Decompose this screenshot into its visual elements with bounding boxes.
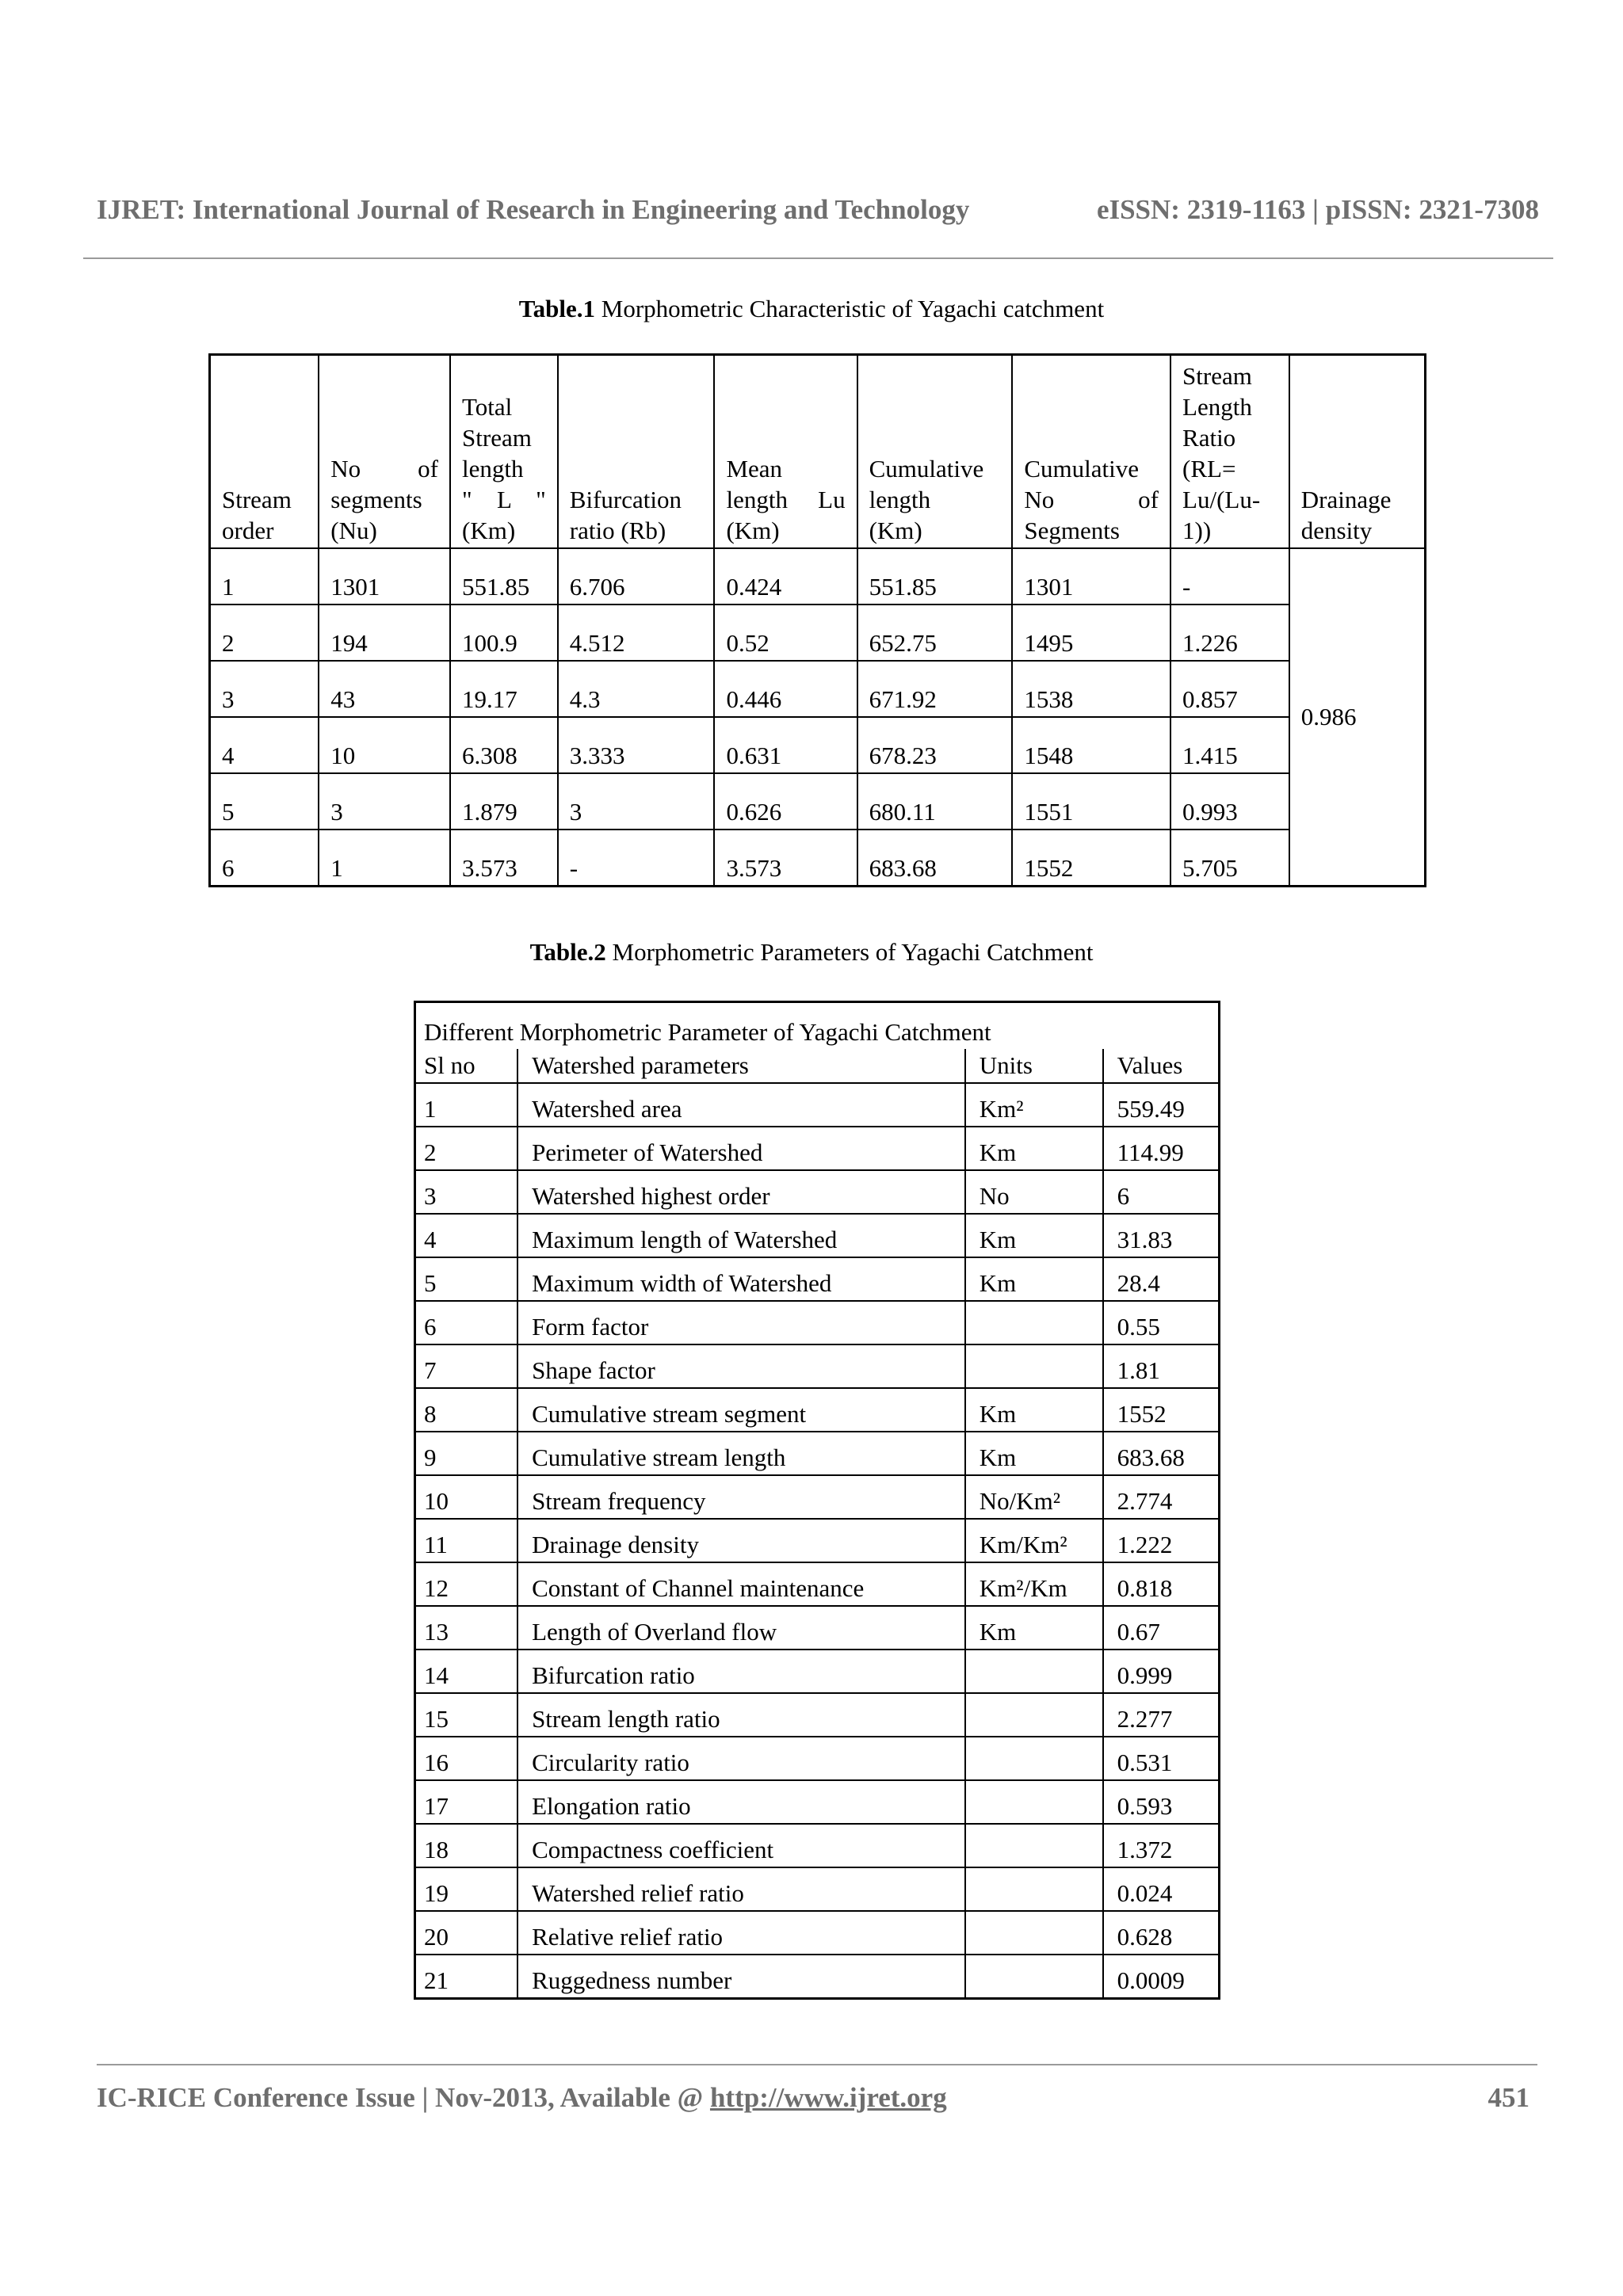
table-cell: Km: [965, 1388, 1103, 1432]
footer-text: IC-RICE Conference Issue | Nov-2013, Available @: [97, 2082, 710, 2113]
header-line: density: [1300, 517, 1373, 544]
table-cell: Km: [965, 1432, 1103, 1475]
table-cell: 0.818: [1103, 1562, 1220, 1606]
header-line: (Km): [462, 517, 516, 544]
header-line: (Km): [726, 517, 780, 544]
header-line: Lu/(Lu-: [1182, 486, 1261, 513]
column-header: [210, 355, 319, 549]
table-cell: 0.631: [714, 717, 857, 773]
table-cell: 0.857: [1170, 661, 1289, 717]
table-cell: 4.512: [558, 605, 715, 661]
column-header: [857, 355, 1013, 549]
table-row: [210, 661, 1426, 717]
table-cell: No/Km²: [965, 1475, 1103, 1519]
header-line: Total: [462, 393, 513, 421]
table-row: [415, 1475, 1220, 1519]
column-header: Watershed parameters: [517, 1049, 965, 1083]
table-row: [415, 1257, 1220, 1301]
table-cell: 1548: [1012, 717, 1170, 773]
table-cell: 683.68: [857, 830, 1013, 887]
table-row: [210, 830, 1426, 887]
table-cell: 11: [415, 1519, 518, 1562]
table-cell: 0.446: [714, 661, 857, 717]
table-cell: 3: [319, 773, 450, 830]
table-cell: 6: [210, 830, 319, 887]
table-cell: 28.4: [1103, 1257, 1220, 1301]
header-line: length: [462, 455, 524, 482]
table-cell: 9: [415, 1432, 518, 1475]
table-cell: 652.75: [857, 605, 1013, 661]
table-cell: [965, 1737, 1103, 1780]
table-cell: 0.55: [1103, 1301, 1220, 1344]
table-cell: 31.83: [1103, 1214, 1220, 1257]
table-cell: Cumulative stream length: [517, 1432, 965, 1475]
table-cell: Compactness coefficient: [517, 1824, 965, 1867]
table-row: [415, 1562, 1220, 1606]
table-cell: Circularity ratio: [517, 1737, 965, 1780]
table-cell: Bifurcation ratio: [517, 1650, 965, 1693]
drainage-density-value: 0.986: [1289, 548, 1426, 887]
table-cell: No: [965, 1170, 1103, 1214]
table-row: [415, 1301, 1220, 1344]
header-line: (Km): [869, 517, 922, 544]
table-cell: [965, 1911, 1103, 1955]
table-cell: 678.23: [857, 717, 1013, 773]
header-line: length Lu: [726, 486, 846, 513]
table-cell: 19.17: [450, 661, 558, 717]
table-cell: Stream length ratio: [517, 1693, 965, 1737]
table-cell: 1.372: [1103, 1824, 1220, 1867]
table-cell: 19: [415, 1867, 518, 1911]
table-row: [415, 1606, 1220, 1650]
table-cell: 18: [415, 1824, 518, 1867]
table-cell: 0.424: [714, 548, 857, 605]
header-line: (Nu): [330, 517, 377, 544]
table-cell: 1.415: [1170, 717, 1289, 773]
table-row: [415, 1432, 1220, 1475]
table1-caption-text: Morphometric Characteristic of Yagachi catchment: [595, 295, 1105, 322]
table-cell: 10: [415, 1475, 518, 1519]
table-cell: 680.11: [857, 773, 1013, 830]
table2-caption: [0, 938, 1623, 967]
table-cell: 683.68: [1103, 1432, 1220, 1475]
table-cell: 1.81: [1103, 1344, 1220, 1388]
column-header: [1289, 355, 1426, 549]
table-row: [415, 1519, 1220, 1562]
table-cell: Elongation ratio: [517, 1780, 965, 1824]
table-cell: 1: [415, 1083, 518, 1127]
column-header: [319, 355, 450, 549]
column-header: Sl no: [415, 1049, 518, 1083]
table-header-row: [415, 1049, 1220, 1083]
table-cell: Maximum length of Watershed: [517, 1214, 965, 1257]
header-line: 1)): [1182, 517, 1212, 544]
table-cell: 4.3: [558, 661, 715, 717]
table-cell: 16: [415, 1737, 518, 1780]
table-cell: Km²/Km: [965, 1562, 1103, 1606]
table-cell: 3: [415, 1170, 518, 1214]
table-cell: Ruggedness number: [517, 1955, 965, 1999]
table-cell: 3: [558, 773, 715, 830]
table-row: [415, 1388, 1220, 1432]
header-line: Mean: [726, 455, 783, 482]
table-cell: 1301: [319, 548, 450, 605]
table1-caption-label: Table.1: [518, 295, 595, 322]
table-cell: 5.705: [1170, 830, 1289, 887]
header-line: No of: [330, 455, 439, 482]
table-cell: 2: [210, 605, 319, 661]
table-cell: 551.85: [857, 548, 1013, 605]
header-line: Ratio: [1182, 424, 1236, 452]
table-row: [415, 1083, 1220, 1127]
table-cell: 1552: [1103, 1388, 1220, 1432]
table-cell: 559.49: [1103, 1083, 1220, 1127]
table-cell: [965, 1650, 1103, 1693]
morphometric-parameters-table: [414, 1001, 1220, 2000]
table-cell: 43: [319, 661, 450, 717]
table-cell: 1: [210, 548, 319, 605]
table-cell: Maximum width of Watershed: [517, 1257, 965, 1301]
header-line: " L ": [462, 486, 546, 513]
table-cell: Km: [965, 1257, 1103, 1301]
table-cell: Shape factor: [517, 1344, 965, 1388]
table-cell: 551.85: [450, 548, 558, 605]
table-cell: 2: [415, 1127, 518, 1170]
table-cell: 0.593: [1103, 1780, 1220, 1824]
morphometric-characteristics-table: [208, 353, 1426, 887]
table-row: [415, 1170, 1220, 1214]
table-cell: -: [558, 830, 715, 887]
table2-caption-text: Morphometric Parameters of Yagachi Catchment: [605, 938, 1094, 966]
table-cell: Watershed highest order: [517, 1170, 965, 1214]
running-header: [97, 194, 1539, 226]
table-cell: 6: [1103, 1170, 1220, 1214]
table-cell: 3.333: [558, 717, 715, 773]
table-cell: 12: [415, 1562, 518, 1606]
journal-link[interactable]: http://www.ijret.org: [709, 2082, 947, 2113]
header-line: Cumulative: [869, 455, 984, 482]
table-cell: 1.226: [1170, 605, 1289, 661]
table-cell: 194: [319, 605, 450, 661]
table-cell: 21: [415, 1955, 518, 1999]
table-row: [415, 1780, 1220, 1824]
table-row: [210, 773, 1426, 830]
header-line: Segments: [1024, 517, 1120, 544]
table-cell: 1.222: [1103, 1519, 1220, 1562]
table-cell: Km: [965, 1127, 1103, 1170]
table-cell: 15: [415, 1693, 518, 1737]
column-header: Values: [1103, 1049, 1220, 1083]
table-cell: 5: [210, 773, 319, 830]
table-cell: 0.024: [1103, 1867, 1220, 1911]
running-footer: [97, 2082, 1529, 2114]
table-cell: Watershed relief ratio: [517, 1867, 965, 1911]
table-cell: 6: [415, 1301, 518, 1344]
table-cell: 1551: [1012, 773, 1170, 830]
table-cell: 1: [319, 830, 450, 887]
table-cell: Stream frequency: [517, 1475, 965, 1519]
table-cell: Km: [965, 1214, 1103, 1257]
table-row: [415, 1867, 1220, 1911]
table-row: [415, 1737, 1220, 1780]
column-header: [714, 355, 857, 549]
table-title-row: [415, 1002, 1220, 1050]
table-cell: 671.92: [857, 661, 1013, 717]
table-cell: [965, 1867, 1103, 1911]
table-cell: Km²: [965, 1083, 1103, 1127]
table-cell: 5: [415, 1257, 518, 1301]
header-line: Length: [1182, 393, 1252, 421]
table-cell: [965, 1824, 1103, 1867]
table-cell: -: [1170, 548, 1289, 605]
table-cell: [965, 1301, 1103, 1344]
table-cell: Watershed area: [517, 1083, 965, 1127]
table-cell: 1552: [1012, 830, 1170, 887]
table-cell: 20: [415, 1911, 518, 1955]
table-row: [415, 1650, 1220, 1693]
issn: eISSN: 2319-1163 | pISSN: 2321-7308: [1096, 194, 1539, 225]
table-cell: 3: [210, 661, 319, 717]
header-line: length: [869, 486, 931, 513]
table-row: [415, 1127, 1220, 1170]
column-header: [1012, 355, 1170, 549]
table-row: [210, 717, 1426, 773]
table-cell: 13: [415, 1606, 518, 1650]
table-cell: [965, 1344, 1103, 1388]
table-row: [415, 1344, 1220, 1388]
table-cell: 1538: [1012, 661, 1170, 717]
table-cell: 0.67: [1103, 1606, 1220, 1650]
table2-title: Different Morphometric Parameter of Yagachi Catchment: [415, 1002, 1220, 1050]
table-row: [415, 1911, 1220, 1955]
table-cell: 0.993: [1170, 773, 1289, 830]
table-row: [415, 1214, 1220, 1257]
header-line: Cumulative: [1024, 455, 1139, 482]
table-row: [210, 548, 1426, 605]
footer-rule: [97, 2064, 1537, 2065]
table-cell: 8: [415, 1388, 518, 1432]
table-cell: 17: [415, 1780, 518, 1824]
table-cell: Km/Km²: [965, 1519, 1103, 1562]
table-cell: 4: [415, 1214, 518, 1257]
table-cell: [965, 1780, 1103, 1824]
header-line: Stream: [1182, 362, 1252, 390]
table-cell: 1495: [1012, 605, 1170, 661]
column-header: [450, 355, 558, 549]
table-cell: 0.999: [1103, 1650, 1220, 1693]
table-cell: 10: [319, 717, 450, 773]
column-header: Units: [965, 1049, 1103, 1083]
table-cell: Relative relief ratio: [517, 1911, 965, 1955]
table-cell: 114.99: [1103, 1127, 1220, 1170]
table-row: [415, 1693, 1220, 1737]
table-cell: 6.308: [450, 717, 558, 773]
table-cell: 6.706: [558, 548, 715, 605]
table-cell: 1301: [1012, 548, 1170, 605]
table-cell: 7: [415, 1344, 518, 1388]
header-line: Drainage: [1300, 486, 1392, 513]
table-cell: Perimeter of Watershed: [517, 1127, 965, 1170]
header-rule: [83, 257, 1553, 259]
table-cell: 0.628: [1103, 1911, 1220, 1955]
table-row: [415, 1824, 1220, 1867]
header-line: ratio (Rb): [569, 517, 666, 544]
header-line: Stream: [222, 486, 292, 513]
table-cell: 0.531: [1103, 1737, 1220, 1780]
table2-caption-label: Table.2: [529, 938, 606, 966]
page-number: 451: [1487, 2082, 1529, 2113]
journal-name: IJRET: International Journal of Research in Engineering and Technology: [97, 194, 970, 225]
header-line: order: [222, 517, 274, 544]
header-line: No of: [1024, 486, 1159, 513]
table-cell: Length of Overland flow: [517, 1606, 965, 1650]
table-cell: 2.774: [1103, 1475, 1220, 1519]
header-line: (RL=: [1182, 455, 1236, 482]
header-line: Bifurcation: [569, 486, 682, 513]
table-cell: 3.573: [450, 830, 558, 887]
table-row: [210, 605, 1426, 661]
table-cell: 4: [210, 717, 319, 773]
table-cell: 1.879: [450, 773, 558, 830]
table-cell: 0.0009: [1103, 1955, 1220, 1999]
table-row: [415, 1955, 1220, 1999]
table-cell: Constant of Channel maintenance: [517, 1562, 965, 1606]
table-cell: Form factor: [517, 1301, 965, 1344]
table-cell: 100.9: [450, 605, 558, 661]
table-cell: Km: [965, 1606, 1103, 1650]
column-header: [1170, 355, 1289, 549]
table-cell: [965, 1693, 1103, 1737]
header-line: Stream: [462, 424, 532, 452]
table-cell: [965, 1955, 1103, 1999]
table1-caption: [0, 295, 1623, 323]
column-header: [558, 355, 715, 549]
table-cell: 2.277: [1103, 1693, 1220, 1737]
table-cell: 14: [415, 1650, 518, 1693]
table-cell: 0.52: [714, 605, 857, 661]
table-cell: 3.573: [714, 830, 857, 887]
table-cell: 0.626: [714, 773, 857, 830]
header-line: segments: [330, 486, 422, 513]
table-cell: Drainage density: [517, 1519, 965, 1562]
table-cell: Cumulative stream segment: [517, 1388, 965, 1432]
